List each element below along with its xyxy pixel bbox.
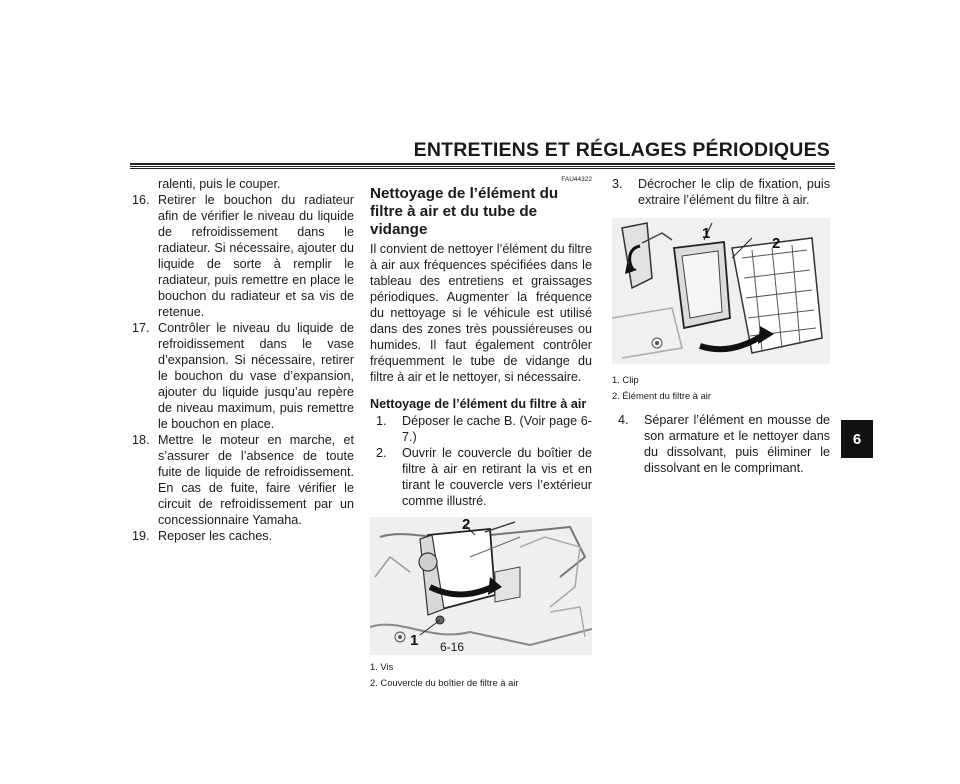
figure-caption: 1. Vis <box>370 661 394 672</box>
step-item <box>376 413 592 445</box>
step-item <box>618 412 830 476</box>
step-text: Contrôler le niveau du liquide de refroidissement dans le vase d’expansion. Si nécessaire, retirer le bouchon du vase d’expansion, ajouter du liquide jusqu’au repère de niveau maximum, puis remettre le bouchon en place. <box>158 321 354 431</box>
step-item <box>132 432 354 528</box>
step-number: 1. <box>376 414 387 428</box>
step-text: Retirer le bouchon du radiateur afin de vérifier le niveau du liquide de refroidissement dans le radiateur. Si nécessaire, ajouter du liquide de sorte à remplir le radiateur, puis remettre en place le bouchon du radiateur et sa vis de retenue. <box>158 193 354 319</box>
chapter-tab: 6 <box>841 420 873 458</box>
step-item <box>132 192 354 320</box>
figure-caption: 2. Couvercle du boîtier de filtre à air <box>370 677 519 688</box>
column-left <box>132 176 354 544</box>
page-header-title: ENTRETIENS ET RÉGLAGES PÉRIODIQUES <box>413 139 830 161</box>
header-rule <box>130 163 835 165</box>
section-paragraph: Il convient de nettoyer l’élément du filtre à air aux fréquences spécifiées dans le tableau des entretiens et graissages périodiques. Augmenter la fréquence du nettoyage si le véhicule est utilisé dans des zones très poussiéreuses ou humides. Il faut également contrôler fréquemment le tube de vidange du filtre à air et le nettoyer, si nécessaire. <box>370 242 592 384</box>
page-number: 6-16 <box>440 640 465 654</box>
step-item <box>376 445 592 509</box>
step-item <box>612 176 830 208</box>
step-number: 18. <box>132 433 150 447</box>
step-number: 17. <box>132 321 150 335</box>
step-text: Décrocher le clip de fixation, puis extraire l’élément du filtre à air. <box>638 177 830 207</box>
section-title: Nettoyage de l’élément du filtre à air et du tube de vidange <box>370 185 559 238</box>
figure-airbox-cover <box>370 517 592 655</box>
figure-callout-2: 2 <box>772 235 781 252</box>
step-number: 2. <box>376 446 387 460</box>
step-number: 4. <box>618 413 629 427</box>
figure-callout-2: 2 <box>462 517 471 533</box>
header-rule <box>130 168 835 169</box>
subsection-heading: Nettoyage de l’élément du filtre à air <box>370 397 587 411</box>
column-right <box>612 176 830 476</box>
figure-caption: 2. Élément du filtre à air <box>612 390 712 401</box>
step-text: Mettre le moteur en marche, et s’assurer de l’absence de toute fuite de liquide de refroidissement. En cas de fuite, faire vérifier le circuit de refroidissement par un concessionnaire Yamaha. <box>158 433 354 527</box>
step-number: 16. <box>132 193 150 207</box>
step-item <box>132 528 354 544</box>
reference-code: FAU44322 <box>561 176 592 183</box>
figure-callout-1: 1 <box>702 225 711 242</box>
step-text: Déposer le cache B. (Voir page 6-7.) <box>402 414 592 444</box>
continued-text: ralenti, puis le couper. <box>158 177 281 191</box>
airfilter-element-illustration <box>612 218 830 364</box>
step-number: 3. <box>612 177 623 191</box>
figure-callout-1: 1 <box>410 632 419 649</box>
column-middle <box>370 176 592 691</box>
step-item <box>132 320 354 432</box>
figure-caption: 1. Clip <box>612 374 639 385</box>
step-text: Ouvrir le couvercle du boîtier de filtre à air en retirant la vis et en tirant le couvercle vers l’extérieur comme illustré. <box>402 446 592 508</box>
header-rule <box>130 166 835 167</box>
step-text: Reposer les caches. <box>158 529 273 543</box>
step-number: 19. <box>132 529 150 543</box>
airbox-cover-illustration <box>370 517 592 655</box>
step-text: Séparer l’élément en mousse de son armature et le nettoyer dans du dissolvant, puis éliminer le dissolvant en le comprimant. <box>644 413 830 475</box>
figure-airfilter-element <box>612 218 830 364</box>
